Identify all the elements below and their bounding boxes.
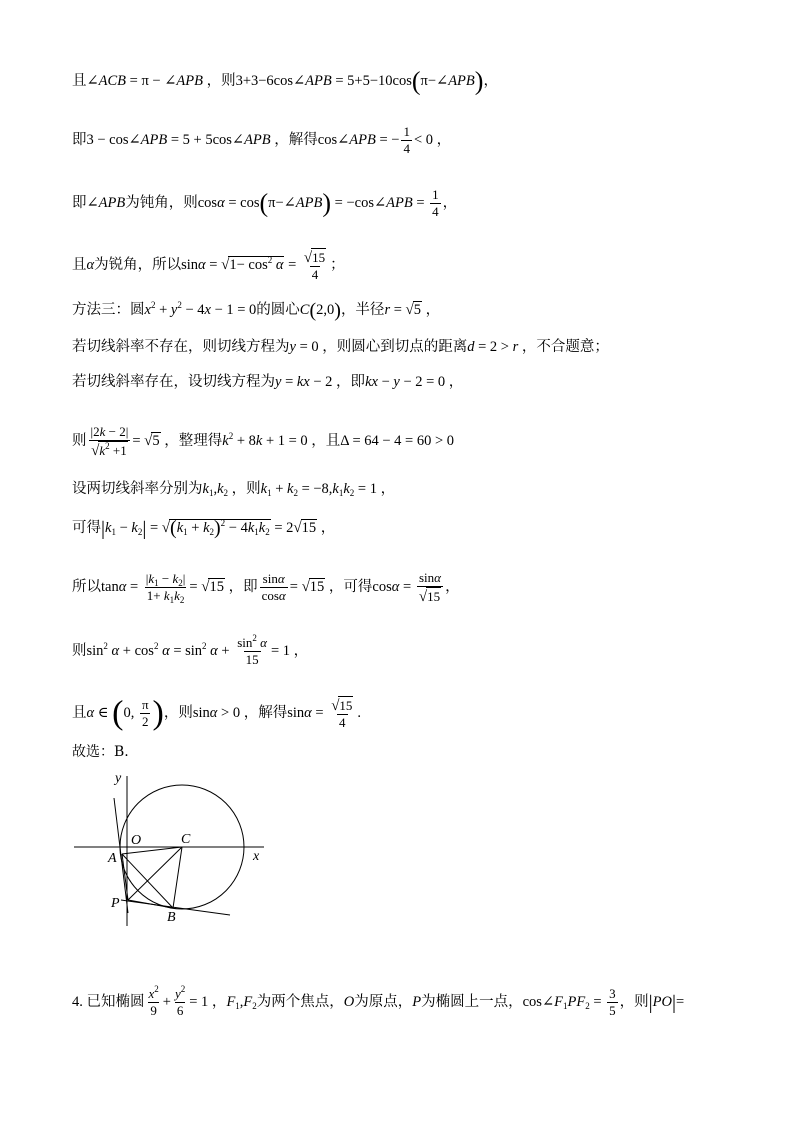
- label-x: x: [253, 849, 260, 864]
- segment-pc: [128, 847, 182, 900]
- segment-cb: [173, 847, 182, 908]
- solution-line-6: 若切线斜率不存在，则切线方程为y = 0 ，则圆心到切点的距离d = 2 > r ，不合题意；: [72, 339, 609, 355]
- label-b: B: [167, 910, 176, 925]
- solution-line-10: 可得$|k_1 - k_2| = √(k_1 + k_2)^2 - 4k_1k_2 = 2√15$ ，: [72, 517, 336, 540]
- solution-line-11: 所以tanα = $\frac{|k_1 - k_2|}{1+ k_1k_2}$ = √15 ，即 $\frac{\sin\alpha}{\cos\alpha}$ = √15 ，可得cosα = $\frac{\sin\alpha}{√15}$ ，: [72, 570, 460, 605]
- solution-line-9: 设两切线斜率分别为$k_1,k_2$ ，则$k_1 + k_2 = -8,k_1k_2 = 1$ ，: [72, 481, 396, 498]
- answer-line: 故选：B.: [72, 744, 129, 760]
- label-a: A: [108, 851, 117, 866]
- solution-line-2: 即3 − cos∠APB = 5 + 5cos∠APB ，解得cos∠APB = − $\frac{1}{4}$ < 0 ，: [72, 124, 452, 156]
- solution-line-3: 即∠APB为钝角，则cosα = cos(π−∠APB) = −cos∠APB = $\frac{1}{4}$ ，: [72, 187, 458, 219]
- solution-line-12: 则$\sin^2 \alpha + \cos^2 \alpha = \sin^2 \alpha$ + $\frac{\sin^2 \alpha}{15}$ = 1 ，: [72, 633, 309, 667]
- segment-ca: [122, 847, 182, 854]
- label-o: O: [131, 833, 142, 848]
- geometry-figure: [70, 768, 270, 928]
- solution-line-5: 方法三：圆$x^2 + y^2 - 4x - 1 = 0$的圆心C(2,0)，半径r = √5 ，: [72, 299, 441, 322]
- label-p: P: [111, 896, 120, 911]
- solution-line-1: 且∠ACB = π − ∠APB ，则3+3−6cos∠APB = 5+5−10cos(π−∠APB)，: [72, 66, 498, 96]
- solution-line-4: 且α为锐角，所以$\sin\alpha = √1- \cos^2 \alpha$ = $\frac{√15}{4}$ ；: [72, 250, 345, 282]
- label-c: C: [181, 832, 191, 847]
- label-y: y: [115, 771, 122, 786]
- solution-line-13: 且α ∈ (0, $\frac{\pi}{2}$ )，则sinα > 0 ，解得sinα = $\frac{√15}{4}$ .: [72, 694, 362, 732]
- solution-line-8: 则 $\frac{|2k - 2|}{√k^2 +1}$ = √5 ，整理得$k^2 + 8k + 1 = 0$ ，且Δ = 64 − 4 = 60 > 0: [72, 424, 455, 459]
- solution-line-7: 若切线斜率存在，设切线方程为y = kx − 2 ，即kx − y − 2 = 0 ，: [72, 374, 464, 390]
- problem-4-line: 4. 已知椭圆 $\frac{x^2}{9}$ + $\frac{y^2}{6}$ = 1 ，$F_1,F_2$为两个焦点，O为原点，P为椭圆上一点，$\cos\angle F_1PF_2$ = $\frac{3}{5}$ ，则|PO|=: [72, 984, 685, 1018]
